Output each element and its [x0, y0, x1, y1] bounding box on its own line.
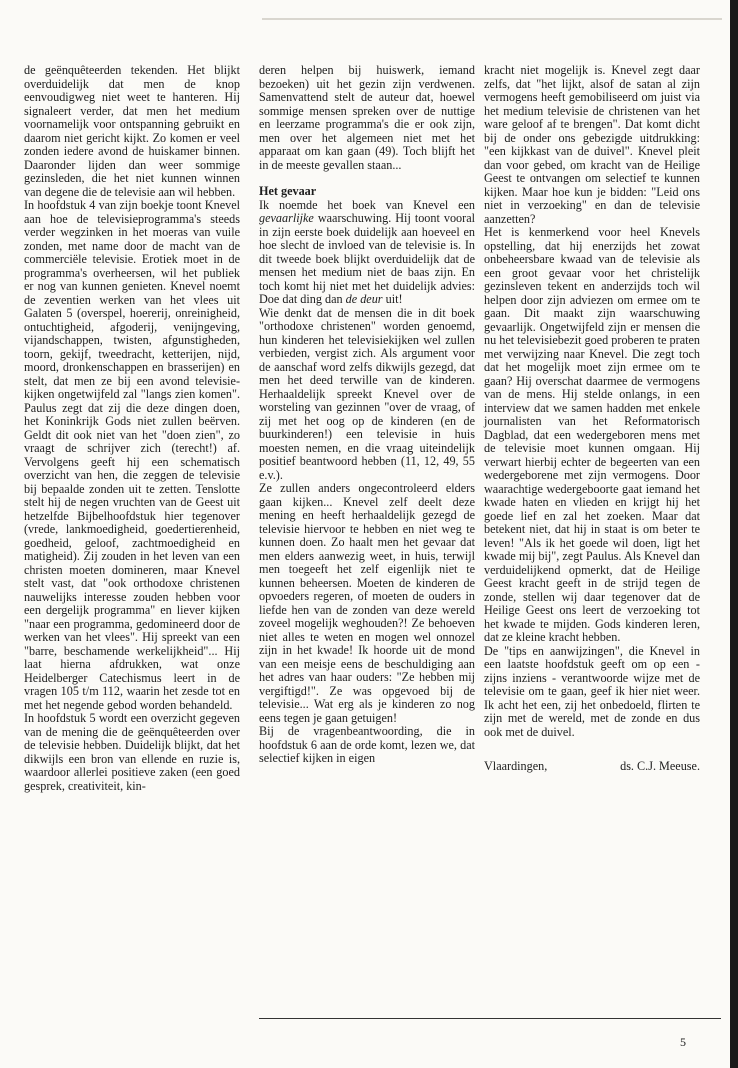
col2-text: uit! — [382, 292, 403, 306]
col1-paragraph: In hoofdstuk 5 wordt een overzicht gegeven van de mening die de geënquêteerden over de televisie hebben. Duidelijk blijkt, dat het dikwijls een bron van ellende en ruzie is, waardoor allerlei positieve zaken (een goed gesprek, creativiteit, kin- — [24, 711, 240, 793]
col1-paragraph: de geënquêteerden tekenden. Het blijkt overduidelijk dat men de knop eenvoudigweg niet weet te hanteren. Hij signaleert verder, dat men het medium voornamelijk voor ontspanning gebruikt en daarom niet gericht kijkt. Zo komen er veel zonden iedere avond de huiskamer binnen. Daaronder lijden dan weer sommige gezinsleden, die het niet kunnen winnen van degene die de televisie aan wil hebben. — [24, 63, 240, 199]
col2-paragraph: Wie denkt dat de mensen die in dit boek "orthodoxe christenen" worden genoemd, hun kinderen het televisiekijken wel zullen verbieden, vergist zich. Als argument voor de aanschaf word zelfs dikwijls gezegd, dat men het deed terwille van de kinderen. Herhaaldelijk spreekt Knevel over de worsteling van gezinnen "over de vraag, of zij met het oog op de kinderen (en de buurkinderen!) een televisie in huis moesten nemen, en die vraag uiteindelijk positief beantwoord hebben (11, 12, 49, 55 e.v.). — [259, 305, 475, 482]
col2-text: Ik noemde het boek van Knevel een — [259, 197, 475, 212]
col3-paragraph: De "tips en aanwijzingen", die Knevel in een laatste hoofdstuk geeft om op een - zijns inziens - verantwoorde wijze met de televisie om te gaan, geef ik hier niet weer. Ik acht het een, zij het onbedoeld, flirten te zijn met de wereld, met de zonde en dus ook met de duivel. — [484, 643, 700, 739]
col3-paragraph: Het is kenmerkend voor heel Knevels opstelling, dat hij enerzijds het zowat onbeheersbare kwaad van de televisie als een groot gevaar voor het christelijk gezinsleven tekent en anderzijds toch wil helpen door zijn adviezen om ermee om te gaan. Dit maakt zijn waarschuwing gevaarlijk. Ongetwijfeld zijn er mensen die nu het televisiebezit goed proberen te praten met verwijzing naar Knevel. Die zegt toch dat het mogelijk moet zijn ermee om te gaan? Hij overschat daarmee de vermogens van de mens. Hij stelde onlangs, in een interview dat we samen hadden met enkele journalisten van het Reformatorisch Dagblad, dat een wedergeboren mens met de televisie moet kunnen omgaan. Hij verwart hierbij echter de begeerten van een wedergeborene met zijn vermogens. Door waarachtige wedergeboorte gaat iemand het kwade haten en vlieden en krijgt hij het goede lief en zal het zoeken. Maar dat betekent niet, dat hij in staat is om beter te leven! "Als ik het goede wil doen, ligt het kwade mij bij", zegt Paulus. Als Knevel dan verduidelijkend opmerkt, dat de Heilige Geest kracht geeft in de strijd tegen de zonde, stellen wij daar tegenover dat de Heilige Geest ons leert de verzoeking tot het kwade te mijden. Gods kinderen leren, dat ze kleine kracht hebben. — [484, 225, 700, 644]
signature — [484, 760, 700, 774]
col2-text: waarschuwing. Hij toont vooral in zijn eerste boek duidelijk aan hoeveel en hoe slecht de invloed van de televisie is. In dit tweede boek blijkt overduidelijk dat de mensen het medium niet de baas zijn. En toch komt hij niet met het duidelijk advies: Doe dat ding dan — [259, 211, 475, 306]
column-1 — [24, 64, 240, 793]
emphasis: de deur — [345, 292, 383, 306]
col3-paragraph: kracht niet mogelijk is. Knevel zegt daar zelfs, dat "het lijkt, alsof de satan al zijn vermogens heeft gemobiliseerd om juist via het medium televisie de christenen van het ware geloof af te brengen". Dat komt dicht bij de onder ons gebezigde uitdrukking: "een kijkkast van de duivel". Knevel pleit dan voor gebed, om kracht van de Heilige Geest te ontvangen om selectief te kunnen kijken. Maar hoe kun je bidden: "Leid ons niet in verzoeking" en dan de televisie aanzetten? — [484, 63, 700, 226]
column-3 — [484, 64, 700, 774]
col1-paragraph: In hoofdstuk 4 van zijn boekje toont Knevel aan hoe de televisieprogramma's steeds verder wegzinken in het moeras van vuile zonden, met name door de macht van de commerciële televisie. Erotiek moet in de programma's overheersen, wil het publiek er nog van kunnen genieten. Knevel noemt de zeventien werken van het vlees uit Galaten 5 (overspel, hoererij, onreinigheid, ontuchtigheid, afgoderij, venijngeving, vijandschappen, twisten, afgunstigheden, toorn, gekijf, tweedracht, ketterijen, nijd, moord, dronkenschappen en brasserijen) en stelt, dat men ze bij een avond televisie-kijken ongetwijfeld zal "langs zien komen". Paulus zegt dat zij die deze dingen doen, het Koninkrijk Gods niet zullen beërven. Geldt dit ook niet van het "doen zien", zo vraagt de schrijver zich (terecht!) af. Vervolgens geeft hij een schematisch overzicht van hen, die zeggen de televisie bij bepaalde zonden uit te zetten. Tenslotte stelt hij de negen vruchten van de Geest uit hetzelfde Bijbelhoofdstuk hier tegenover (vrede, lankmoedigheid, goedertierenheid, goedheid, geloof, zachtmoedigheid en matigheid). Zij zouden in het leven van een christen moeten domineren, maar Knevel stelt vast, dat "ook orthodoxe christenen nauwelijks interesse zouden hebben voor een dergelijk programma" en liever kijken "naar een programma, gedomineerd door de werken van het vlees". Hij spreekt van een "barre, beschamende werkelijkheid"... Hij laat hierna afdrukken, wat onze Heidelberger Catechismus leert in de vragen 105 t/m 112, waarin het zesde tot en met het negende gebod worden behandeld. — [24, 198, 240, 712]
col2-intro: deren helpen bij huiswerk, iemand bezoeken) uit het gezin zijn verdwenen. Samenvattend stelt de auteur dat, hoewel sommige mensen spreken over de nuttige en leerzame programma's die er ook zijn, men over het algemeen niet met het apparaat om kan gaan (49). Toch blijft het in de meeste gevallen staan... — [259, 63, 475, 172]
signature-author: ds. C.J. Meeuse. — [620, 759, 700, 773]
top-rule — [262, 18, 722, 20]
col2-paragraph: Ze zullen anders ongecontroleerd elders gaan kijken... Knevel zelf deelt deze mening en heeft herhaaldelijk gezegd de televisie hiervoor te hebben en niet weg te kunnen doen. Zo haalt men het gevaar dat men elders aanwezig weet, in huis, terwijl men toegeeft het zelf eigenlijk niet te kunnen beheersen. Moeten de kinderen de opvoeders regeren, of moeten de ouders in liefde hen van de zonden van deze wereld zoveel mogelijk weghouden?! Ze behoeven niet alles te weten en mogen wel onnozel zijn in het kwade! Ik hoorde uit de mond van een meisje eens de beschuldiging aan het adres van haar ouders: "Ze hebben mij vergiftigd!". Ze was opgevoed bij de televisie... Wat erg als je kinderen zo nog eens tegen je gaan getuigen! — [259, 481, 475, 725]
col2-paragraph: Bij de vragenbeantwoording, die in hoofdstuk 6 aan de orde komt, lezen we, dat selectief kijken in eigen — [259, 724, 475, 765]
column-2 — [259, 64, 475, 766]
col2-paragraph — [259, 199, 475, 307]
bottom-rule — [259, 1018, 721, 1019]
signature-place: Vlaardingen, — [484, 759, 548, 773]
page-number: 5 — [680, 1035, 686, 1049]
scan-edge — [730, 0, 738, 1068]
emphasis: gevaarlijke — [259, 211, 314, 225]
section-heading: Het gevaar — [259, 184, 317, 198]
